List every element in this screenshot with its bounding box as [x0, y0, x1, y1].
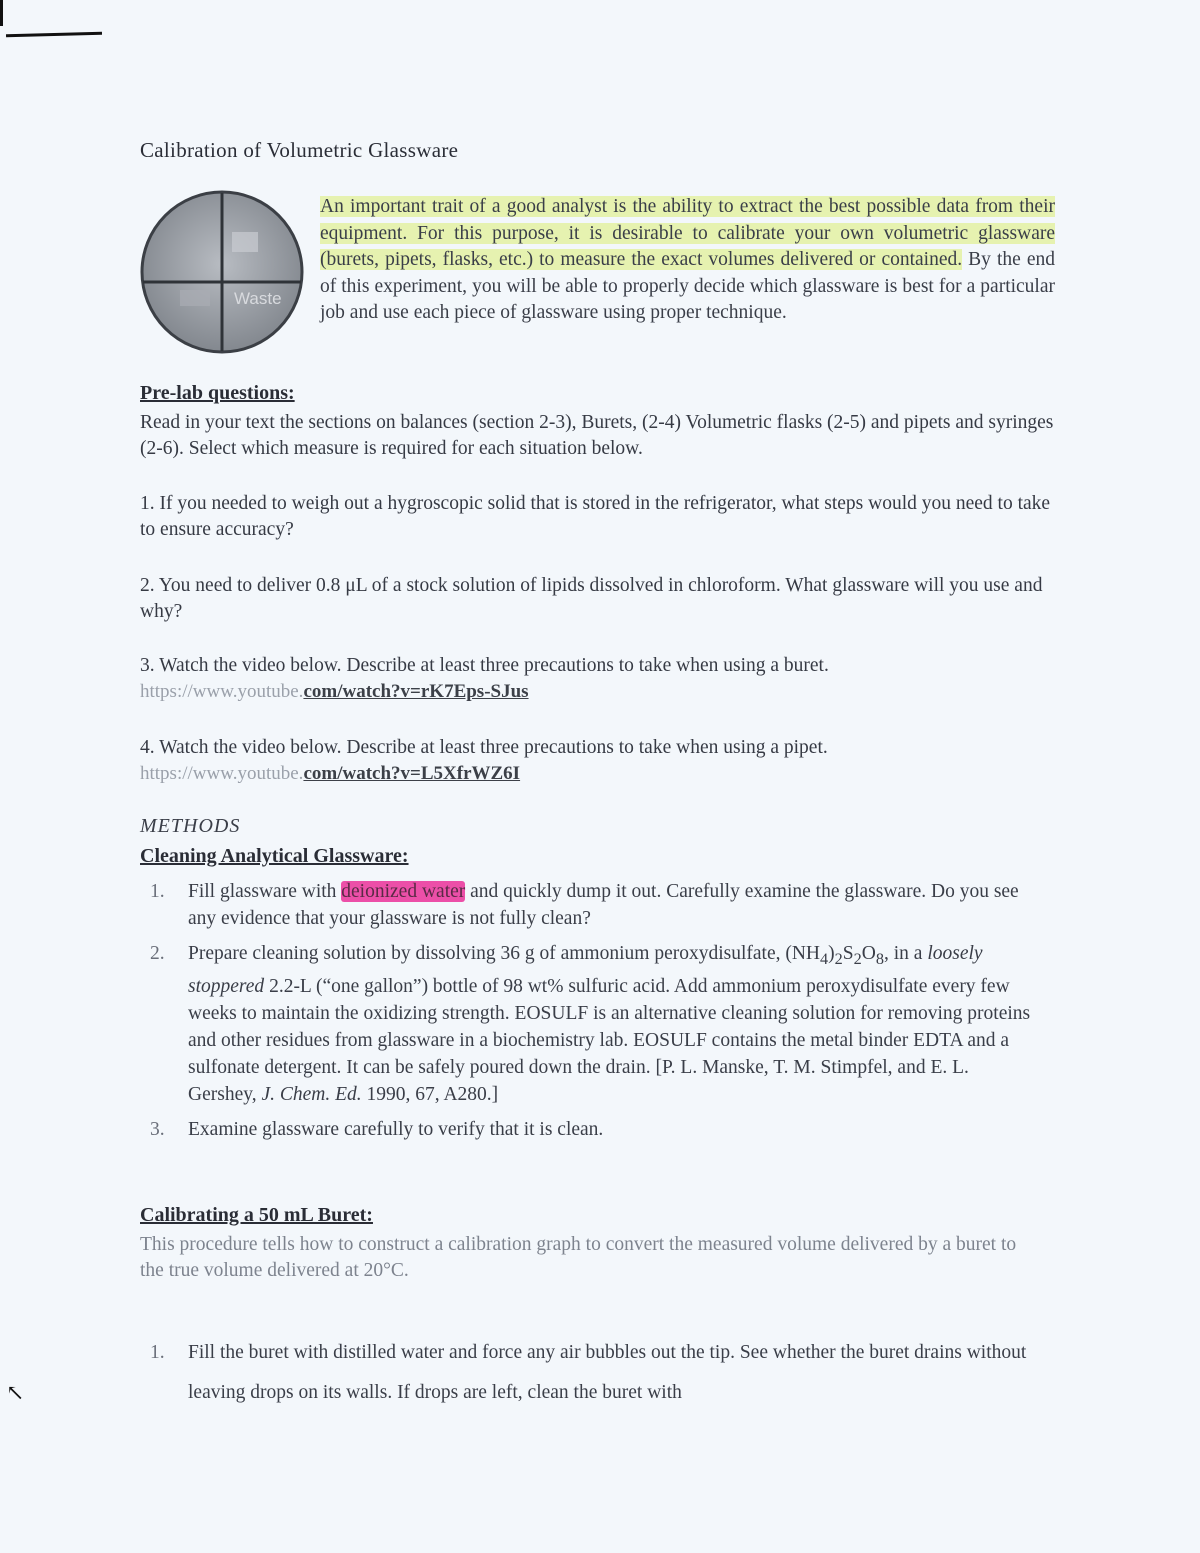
intro-highlighted-text: An important trait of a good analyst is the ability to extract the best possible data from their equipment. For this purpose, it is desirable to calibrate your own volumetric glassware (burets, pipets, flasks, etc.) to measure the exact volumes delivered or contained. — [320, 196, 1055, 270]
question-number: 1. — [140, 493, 155, 514]
logo-waste-label: Waste — [234, 289, 282, 308]
buret-steps — [150, 1333, 1040, 1413]
cleaning-heading: Cleaning Analytical Glassware: — [140, 845, 409, 867]
buret-video-link[interactable] — [140, 679, 1055, 705]
question-4 — [140, 735, 1055, 787]
waste-disposal-logo-icon — [140, 190, 304, 354]
subscript: 2 — [834, 949, 843, 968]
step-text-part: 2.2-L (“one gallon”) bottle of 98 wt% sulfuric acid. Add ammonium peroxydisulfate every few weeks to maintain the oxidizing strength. EOSULF is an alternative cleaning solution for removing proteins and other residues from glassware in a biochemistry lab. EOSULF contains the metal binder EDTA and a sulfonate detergent. It can be safely poured down the drain. [P. L. Manske, T. M. Stimpfel, and E. L. Gershey, — [188, 975, 1031, 1105]
intro-rest-text: By the end of this experiment, you will be able to properly decide which glassware is best for a particular job and use each piece of glassware using proper technique. — [320, 249, 1056, 323]
list-item — [150, 878, 1040, 932]
step-text-part: , in a — [883, 943, 928, 964]
subscript: 2 — [853, 949, 862, 968]
page-title: Calibration of Volumetric Glassware — [140, 138, 459, 162]
step-text-part: S — [842, 943, 854, 964]
buret-intro: This procedure tells how to construct a calibration graph to convert the measured volume delivered by a buret to the true volume delivered at 20°C. — [140, 1234, 1017, 1281]
step-text-part: O — [861, 943, 876, 964]
question-number: 4. — [140, 737, 155, 758]
subscript: 4 — [820, 949, 829, 968]
buret-heading: Calibrating a 50 mL Buret: — [140, 1204, 373, 1226]
question-3 — [140, 653, 1055, 705]
question-2 — [140, 573, 1055, 625]
step-text-part: Fill glassware with — [188, 881, 342, 902]
list-item — [150, 1333, 1040, 1413]
question-text: You need to deliver 0.8 μL of a stock solution of lipids dissolved in chloroform. What glassware will you use and why? — [140, 575, 1043, 622]
link-faint-part: https://www.youtube. — [140, 763, 304, 784]
italic-text: loosely stoppered — [188, 943, 983, 997]
scan-mark-corner — [0, 0, 3, 26]
step-text-part: Prepare cleaning solution by dissolving 36 g of ammonium peroxydisulfate, (NH — [188, 943, 821, 964]
step-text: Fill the buret with distilled water and force any air bubbles out the tip. See whether the buret drains without leaving drops on its walls. If drops are left, clean the buret with — [188, 1342, 1027, 1403]
link-faint-part: https://www.youtube. — [140, 681, 304, 702]
question-number: 2. — [140, 575, 155, 596]
step-number: 1. — [150, 881, 165, 902]
step-number: 3. — [150, 1118, 165, 1140]
link-strong-part: com/watch?v=rK7Eps-SJus — [303, 681, 529, 702]
list-item — [150, 940, 1040, 1108]
scan-mark-top — [6, 32, 102, 38]
step-text-part: ) — [828, 943, 835, 964]
list-item — [150, 1116, 1040, 1143]
highlighter-mark: deionized water — [341, 881, 466, 902]
journal-name: J. Chem. Ed. — [261, 1083, 362, 1105]
step-text-part: 1990, 67, A280.] — [361, 1083, 499, 1105]
question-text: Watch the video below. Describe at least three precautions to take when using a buret. — [159, 655, 829, 676]
question-text: Watch the video below. Describe at least three precautions to take when using a pipet. — [159, 737, 828, 758]
methods-label: METHODS — [140, 815, 241, 837]
question-1 — [140, 491, 1055, 543]
intro-paragraph — [320, 194, 1055, 327]
scan-mark-left: ↖ — [6, 1380, 25, 1405]
prelab-heading: Pre-lab questions: — [140, 382, 295, 404]
cleaning-steps — [150, 878, 1040, 1143]
question-number: 3. — [140, 655, 155, 676]
pipet-video-link[interactable] — [140, 761, 1055, 787]
link-strong-part: com/watch?v=L5XfrWZ6I — [303, 763, 521, 784]
question-text: If you needed to weigh out a hygroscopic solid that is stored in the refrigerator, what steps would you need to take to ensure accuracy? — [140, 493, 1051, 540]
step-number: 1. — [150, 1342, 165, 1363]
step-text — [188, 940, 1040, 1108]
step-number: 2. — [150, 943, 165, 964]
subscript: 8 — [875, 949, 884, 968]
prelab-instructions: Read in your text the sections on balances (section 2-3), Burets, (2-4) Volumetric flasks (2-5) and pipets and syringes (2-6). Select which measure is required for each situation below. — [140, 412, 1054, 459]
step-text — [188, 878, 1040, 932]
step-text: Examine glassware carefully to verify that it is clean. — [188, 1118, 604, 1140]
step-text-part: and quickly dump it out. Carefully examine the glassware. Do you see any evidence that your glassware is not fully clean? — [188, 881, 1019, 929]
